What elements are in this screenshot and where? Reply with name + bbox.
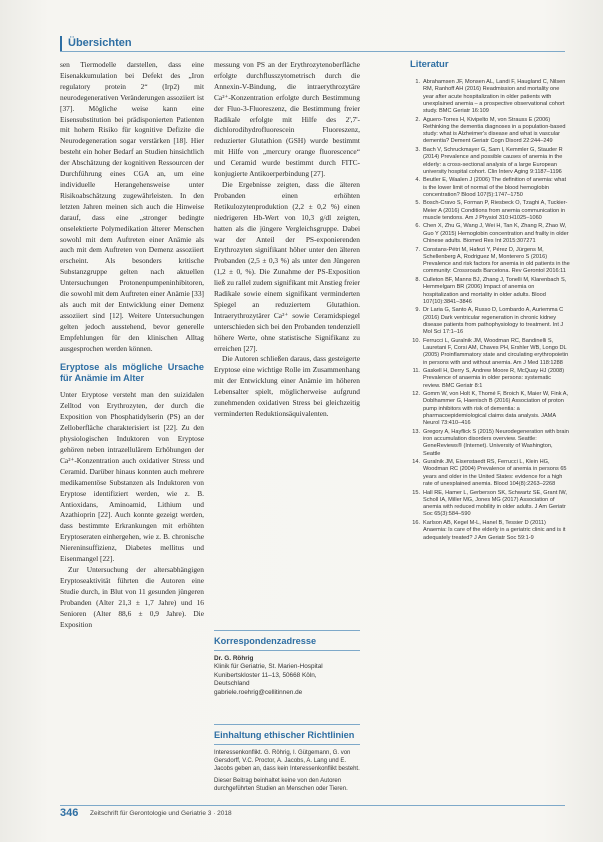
reference-number: 9. — [415, 307, 420, 314]
reference-number: 11. — [412, 368, 420, 375]
reference-item — [410, 338, 570, 367]
reference-number: 1. — [415, 78, 420, 85]
reference-number: 7. — [415, 246, 420, 253]
reference-item — [410, 391, 570, 427]
reference-number: 8. — [415, 276, 420, 283]
reference-list — [410, 79, 570, 542]
reference-number: 3. — [415, 146, 420, 153]
reference-text: Karlson AB, Kegel M-L, Hanel B, Tessier D (2011) Anaemia: Is care of the elderly in a geriatric clinic and is it adequately treated? J Am Geriatr Soc 59:1-9 — [423, 519, 566, 541]
literature-column — [410, 60, 570, 543]
reference-number: 10. — [412, 337, 420, 344]
body-paragraph: Unter Eryptose versteht man den suizidalen Zelltod von Erythrozyten, der durch die Exposition von Phosphatidylserin (PS) an der Zelloberfläche charakterisiert ist [22]. Zu den physiologischen Induktoren von Eryptose gehören neben intrazellulärem Erhöhungen der Ca²⁺-Konzentration auch oxidativer Stress und Ceramid. Darüber hinaus konnten auch mehrere medikamentöse Substanzen als Induktoren von Eryptose identifiziert werden, wie z. B. Antioxidans, Aminoamid, Lithium und Azathioprin [22]. Auch konnte gezeigt werden, dass bestimmte Erkrankungen mit erhöhten Eryptoseraten einhergehen, wie z. B. chronische Niereninsuffizienz, Diabetes mellitus und Eisenmangel [22]. — [60, 390, 204, 564]
reference-text: Hall RE, Hamer L, Gerberson SK, Schwartz SE, Grant IW, Scholl IA, Miller MG, Jones MG (2017) Association of anemia with reduced mobility in older adults. J Am Geriatr Soc 65(3):584–590 — [423, 489, 567, 518]
column-middle — [214, 60, 360, 420]
reference-text: Constans-Pétri M, Hafezi Y, Pérez D, Jürgens M, Schellenberg A, Rodriguez M, Monterero S (2016) Prevalence and risk factors for anemia in old patients in the community: Crossroads Barcelona. Rev Gerontol 2016:11 — [423, 246, 570, 275]
reference-text: Bosch-Cravo S, Forman P, Riesbeck O, Tzaghi A, Tuckier-Meier A (2016) Conditions from anemia communication in muscle tendons. Am J Physiol 310:H1025–1060 — [423, 200, 568, 221]
reference-text: Gaskell H, Derry S, Andrew Moore R, McQuay HJ (2008) Prevalence of anaemia in older persons: systematic review. BMC Geriatr 8:1 — [423, 368, 565, 389]
conflict-statement: Interessenkonflikt. G. Röhrig, I. Gütgemann, G. von Gersdorff, V.C. Proctor, A. Jacobs, A. Lang und E. Jacobs geben an, dass kein Interessenkonflikt besteht. — [214, 750, 360, 772]
body-paragraph: sen Tiermodelle darstellen, dass eine Eisenakkumulation bei Defekt des „Iron regulatory protein 2“ (Irp2) mit neurodegenerativen Veränderungen assoziiert ist [37]. Mögliche weise kann eine Eisensubstitution bei prädisponierten Patienten mit hohem Risiko für kognitive Defizite die Neurodegeneration sogar verstärken [18]. Hier besteht ein hoher Bedarf an Studien hinsichtlich der Abschätzung der kognitiven Ressourcen der Durchführung eines CGA an, um eine individuelle Herangehensweise unter Risikoabschätzung zugewährleisten. In den letzten Jahren meinen sich auch die Hinweise darauf, dass eine „stronger bedingte onselektierte Polymedikation älterer Menschen sowohl mit dem Auftreten einer Anämie als auch mit dem Auftreten von Demenz assoziiert erscheint. Als besonders kritische Substanzgruppe gelten nach aktuellen Untersuchungen Protonenpumpeninhibitoren, die sowohl mit dem Auftreten einer Anämie [33] als auch mit der Entwicklung einer Demenz assoziiert sind [12]. Weitere Untersuchungen gelten jedoch ausstehend, bevor generelle Empfehlungen für den klinischen Alltag ausgesprochen werden können. — [60, 60, 204, 353]
correspondence-title: Korrespondenzadresse — [214, 635, 360, 651]
reference-item — [410, 223, 570, 245]
header-rule — [60, 51, 565, 52]
reference-item — [410, 117, 570, 146]
reference-number: 15. — [412, 489, 420, 496]
reference-text: Guralnik JM, Eisenstaedt RS, Ferrucci L, Klein HG, Woodman RC (2004) Prevalence of anemia in persons 65 years and older in the United States: evidence for a high rate of unexplained anemia. Blood 104(8):2263–2268 — [423, 459, 567, 488]
reference-item — [410, 200, 570, 222]
correspondence-box — [214, 630, 360, 697]
reference-number: 16. — [412, 519, 420, 526]
reference-item — [410, 307, 570, 336]
column-left — [60, 60, 204, 630]
reference-text: Gregory A, Hayflick S (2015) Neurodegeneration with brain iron accumulation disorders overview. Seattle: GeneReviews® (Internet). University of Washington, Seattle — [423, 428, 569, 457]
reference-number: 4. — [415, 177, 420, 184]
reference-text: Bach V, Schruckmayer G, Sam I, Kemmler G, Stauder R (2014) Prevalence and possible causes of anemia in the elderly: a cross-sectional analysis of a large European university hospital cohort. Clin Interv Aging 9:1187–1196 — [423, 146, 563, 175]
reference-item — [410, 247, 570, 276]
reference-text: Beutler E, Waalen J (2006) The definition of anemia: what is the lower limit of normal of the blood hemoglobin concentration? Blood 107(5):1747–1750 — [423, 177, 567, 198]
reference-item — [410, 520, 570, 542]
reference-number: 2. — [415, 116, 420, 123]
reference-item — [410, 459, 570, 488]
address-line: Kunibertskloster 11–13, 50668 Köln, — [214, 671, 317, 679]
body-paragraph: Zur Untersuchung der altersabhängigen Eryptoseaktivität führten die Autoren eine Studie durch, in Blut von 11 gesunden jüngeren Probanden (Alter 21,3 ± 1,7 Jahre) und 16 Senioren (Alter 88,6 ± 0,9 Jahre). Die Exposition — [60, 564, 204, 629]
body-paragraph: Die Autoren schließen daraus, dass gesteigerte Eryptose eine wichtige Rolle im Zusammenhang mit der Entwicklung einer Anämie im höheren Lebensalter spielt, möglicherweise aufgrund zunehmenden oxidativen Stress bei gleichzeitig verminderten Reduktionsäquivalenten. — [214, 354, 360, 418]
reference-number: 13. — [412, 428, 420, 435]
reference-text: Abrahamsen JF, Monsen AL, Landi F, Haugland C, Nilsen RM, Ranhoff AH (2016) Readmission and mortality one year after acute hospitalization in older patients with unexplained anemia – a prospective observational cohort study. BMC Geriatr 16:109 — [423, 78, 566, 115]
reference-text: Dr Laria G, Santo A, Russo D, Lombardo A, Auriemma C (2016) Dark ventricular regeneration in chronic kidney disease patients from pathophysiology to treatment. Int J Mol Sci 17:1–16 — [423, 307, 564, 336]
reference-text: Gomm W, von Holt K, Thomé F, Broich K, Maier W, Fink A, Doblhammer G, Haenisch B (2016) Association of proton pump inhibitors with risk of dementia: a pharmacoepidemiological claims data analysis. JAMA Neurol 73:410–416 — [423, 391, 569, 427]
footer-rule — [60, 805, 565, 806]
reference-text: Culleton BF, Manns BJ, Zhang J, Tonelli M, Klarenbach S, Hemmelgarn BR (2006) Impact of anemia on hospitalization and mortality in older adults. Blood 107(10):3841–3846 — [423, 276, 567, 305]
reference-item — [410, 490, 570, 519]
divider — [214, 724, 360, 725]
ethics-note: Dieser Beitrag beinhaltet keine von den Autoren durchgeführten Studien an Menschen oder Tieren. — [214, 778, 348, 792]
reference-item — [410, 147, 570, 176]
ethics-box — [214, 724, 360, 797]
address-line: Deutschland — [214, 680, 250, 688]
author-name: Dr. G. Röhrig — [214, 655, 254, 662]
body-paragraph: Die Ergebnisse zeigten, dass die älteren Probanden einen erhöhten Retikulozytenproduktion (2,2 ± 0,2 %) einen niedrigeren Hb-Wert von 10,3 g/dl zeigten, hatten als die jüngere Vergleichsgruppe. Dabei war der Anteil der PS-exponierenden Erythrozyten signifikant höher unter den älteren Probanden (2,5 ± 0,3 %) als unter den Jüngeren (1,2 ± 0, %). Die Zunahme der PS-Exposition ließ zu rallel zudem signifikant mit Anstieg freier Radikale sowie einem signifikant verminderten Spiegel an reduziertem Glutathion. Intraerythrozytärer Ca²⁺ sowie Ceramidspiegel unterschieden sich bei den Probanden tendenziell höhere Werte, ohne statistische Signifikanz zu erreichen [27]. — [214, 179, 360, 353]
reference-text: Aguero-Torres H, Kivipelto M, von Strauss E (2006) Rethinking the dementia diagnoses in a population-based study: what is Alzheimer's disease and what is vascular dementia? Dement Geriatr Cogn Disord 22:244–249 — [423, 116, 566, 145]
reference-text: Ferrucci L, Guralnik JM, Woodman RC, Bandinelli S, Lauretani F, Corsi AM, Chaves PH, Ershler WB, Longo DL (2005) Proinflammatory state and circulating erythropoietin in persons with and without anemia. Am J Med 118:1288 — [423, 337, 569, 366]
reference-text: Chen X, Zhu G, Wang J, Wei H, Tan K, Zhang R, Zhao W, Guo Y (2015) Hemoglobin concentration and frailty in older Chinese adults. Biomed Res Int 2015:307271 — [423, 223, 569, 245]
body-paragraph: messung von PS an der Erythrozytenoberfläche erfolgte durchflusszytometrisch durch die Annexin-V-Bindung, die intraerythrozytäre Ca²⁺-Konzentration erfolgte durch Bestimmung der Fluo-3-Fluoreszenz, die Bestimmung freier Radikale erfolgte mit Hilfe des 2',7'-dichlorodihydrofluorescein Fluoreszenz, reduzierter Glutathion (GSH) wurde bestimmt mit Hilfe von „mercury orange fluorescence“ und Ceramid wurde bestimmt durch FITC-konjugierte Antikoerperbindung [27]. — [214, 60, 360, 179]
ethics-title: Einhaltung ethischer Richtlinien — [214, 729, 360, 745]
section-heading: Eryptose als mögliche Ursache für Anämie im Alter — [60, 362, 204, 384]
journal-name: Zeitschrift für Gerontologie und Geriatrie 3 · 2018 — [90, 810, 232, 817]
reference-item — [410, 368, 570, 390]
reference-number: 14. — [412, 459, 420, 466]
section-label: Übersichten — [60, 36, 142, 51]
page-number: 346 — [60, 807, 79, 819]
literature-title: Literatur — [410, 59, 449, 70]
divider — [214, 630, 360, 631]
reference-number: 12. — [412, 391, 420, 398]
reference-item — [410, 79, 570, 115]
reference-item — [410, 277, 570, 306]
reference-number: 5. — [415, 200, 420, 207]
reference-number: 6. — [415, 223, 420, 230]
reference-item — [410, 177, 570, 199]
address-line: Klinik für Geriatrie, St. Marien-Hospital — [214, 663, 323, 671]
email-link[interactable]: gabriele.roehrig@cellitinnen.de — [214, 688, 303, 696]
reference-item — [410, 429, 570, 458]
